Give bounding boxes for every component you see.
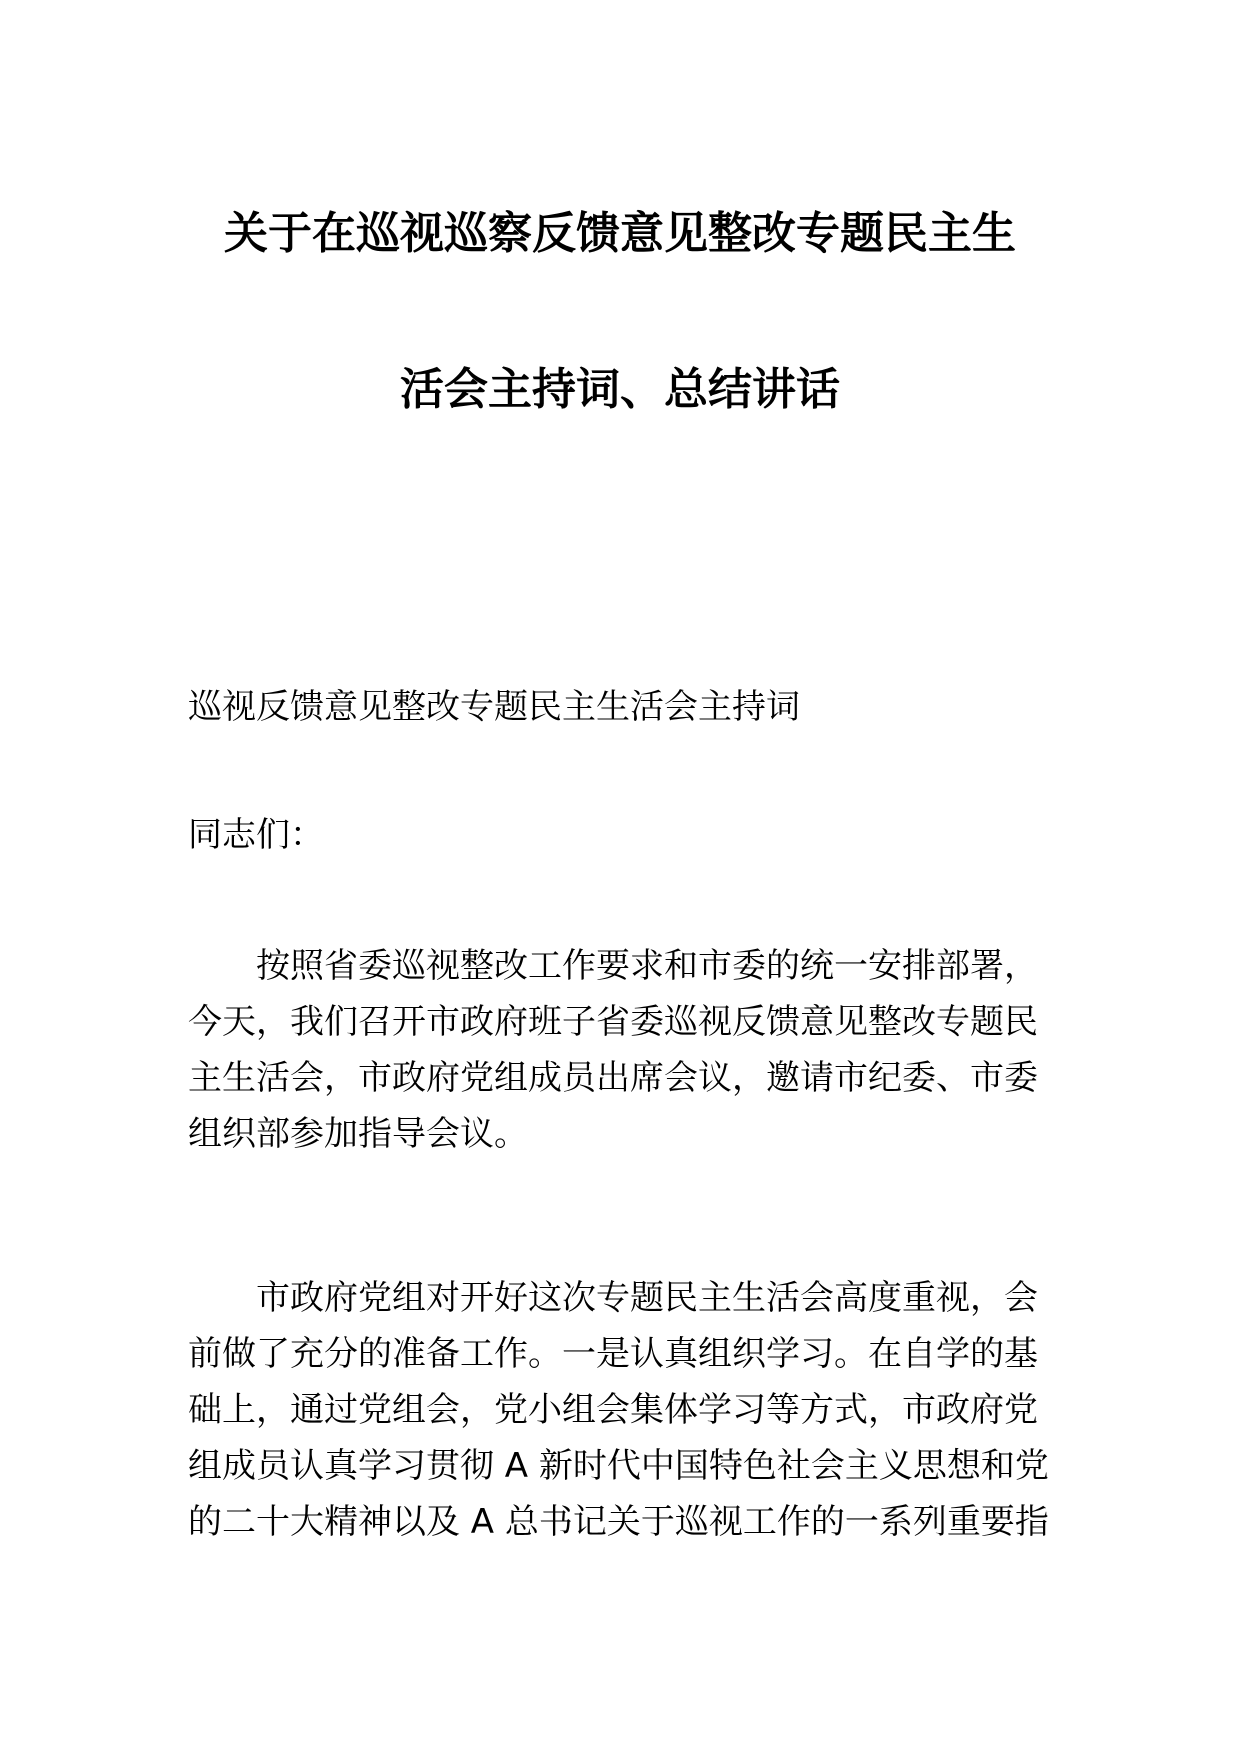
paragraph-line: 今天，我们召开市政府班子省委巡视反馈意见整改专题民 <box>188 1002 1038 1042</box>
paragraph-line: 组成员认真学习贯彻 A 新时代中国特色社会主义思想和党 <box>188 1446 1049 1486</box>
document-title-line-1: 关于在巡视巡察反馈意见整改专题民主生 <box>224 208 1016 259</box>
paragraph-line: 市政府党组对开好这次专题民主生活会高度重视，会 <box>256 1278 1038 1318</box>
paragraph-line: 的二十大精神以及 A 总书记关于巡视工作的一系列重要指 <box>188 1502 1049 1542</box>
paragraph-1 <box>188 938 1058 1162</box>
greeting: 同志们： <box>188 815 324 855</box>
paragraph-line: 础上，通过党组会，党小组会集体学习等方式，市政府党 <box>188 1390 1038 1430</box>
paragraph-line: 主生活会，市政府党组成员出席会议，邀请市纪委、市委 <box>188 1058 1038 1098</box>
paragraph-2 <box>188 1270 1058 1550</box>
paragraph-line: 前做了充分的准备工作。一是认真组织学习。在自学的基 <box>188 1334 1038 1374</box>
paragraph-line: 组织部参加指导会议。 <box>188 1114 528 1154</box>
paragraph-line: 按照省委巡视整改工作要求和市委的统一安排部署， <box>256 946 1038 986</box>
section-heading: 巡视反馈意见整改专题民主生活会主持词 <box>188 687 800 727</box>
document-title-line-2: 活会主持词、总结讲话 <box>400 364 840 415</box>
